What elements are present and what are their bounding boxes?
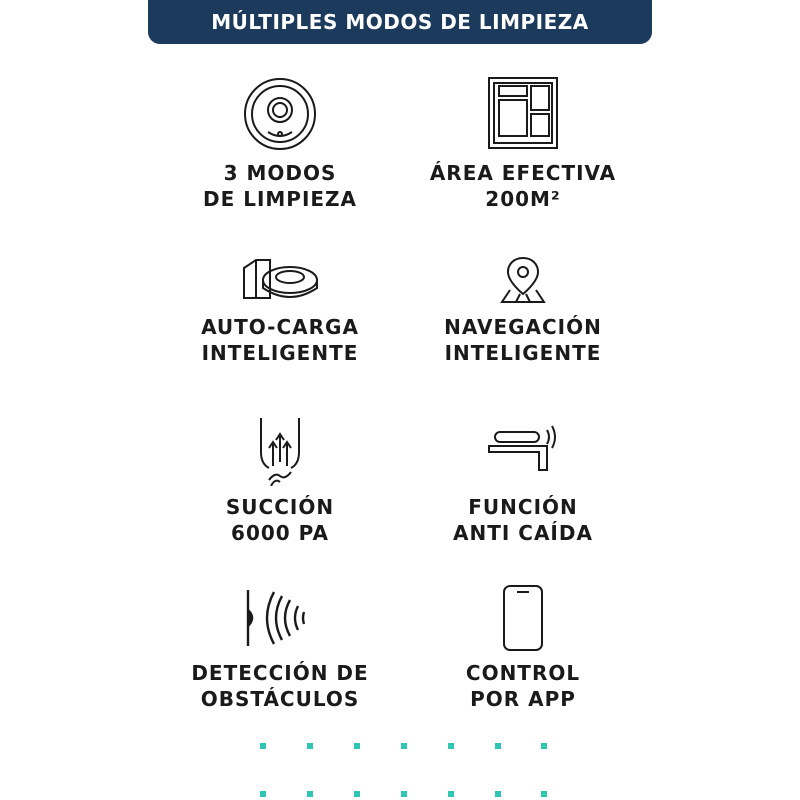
- charging-dock-icon: [240, 254, 320, 306]
- smartphone-icon: [500, 584, 546, 652]
- feature-label-line1: CONTROL: [465, 661, 581, 685]
- feature-label-line1: ÁREA EFECTIVA: [429, 161, 617, 185]
- page-title: MÚLTIPLES MODOS DE LIMPIEZA: [211, 10, 589, 34]
- feature-label-line1: SUCCIÓN: [225, 495, 335, 519]
- decorative-dots-row-2: [0, 791, 800, 797]
- page-title-banner: [148, 0, 652, 44]
- feature-label-line2: 200M²: [485, 187, 561, 211]
- decor-dot: [448, 791, 454, 797]
- decor-dot: [307, 791, 313, 797]
- decor-dot: [448, 743, 454, 749]
- feature-label-line2: 6000 PA: [231, 521, 329, 545]
- feature-navigation: [373, 254, 673, 366]
- floor-plan-icon: [485, 76, 561, 152]
- feature-label-line2: ANTI CAÍDA: [453, 521, 593, 545]
- feature-app-control: [373, 584, 673, 712]
- map-pin-icon: [496, 254, 550, 306]
- decor-dot: [495, 743, 501, 749]
- feature-anti-fall: [373, 420, 673, 546]
- obstacle-detection-icon: [240, 584, 320, 652]
- feature-label-line2: INTELIGENTE: [201, 341, 359, 365]
- decor-dot: [307, 743, 313, 749]
- feature-effective-area: [373, 76, 673, 212]
- feature-label-line2: OBSTÁCULOS: [200, 687, 360, 711]
- anti-fall-sensor-icon: [485, 420, 561, 486]
- decor-dot: [495, 791, 501, 797]
- feature-label-line1: AUTO-CARGA: [201, 315, 359, 339]
- feature-label-line2: INTELIGENTE: [444, 341, 602, 365]
- feature-label-line2: POR APP: [470, 687, 576, 711]
- decor-dot: [541, 743, 547, 749]
- decor-dot: [260, 791, 266, 797]
- decorative-dots-row-1: [0, 743, 800, 749]
- decor-dot: [401, 791, 407, 797]
- feature-label-line1: DETECCIÓN DE: [191, 661, 369, 685]
- feature-label-line2: DE LIMPIEZA: [202, 187, 358, 211]
- decor-dot: [354, 743, 360, 749]
- feature-label-line1: NAVEGACIÓN: [444, 315, 602, 339]
- feature-label-line1: 3 MODOS: [223, 161, 337, 185]
- suction-icon: [255, 416, 305, 486]
- feature-label-line1: FUNCIÓN: [468, 495, 578, 519]
- decor-dot: [354, 791, 360, 797]
- decor-dot: [401, 743, 407, 749]
- robot-vacuum-icon: [242, 76, 318, 152]
- decor-dot: [260, 743, 266, 749]
- decor-dot: [541, 791, 547, 797]
